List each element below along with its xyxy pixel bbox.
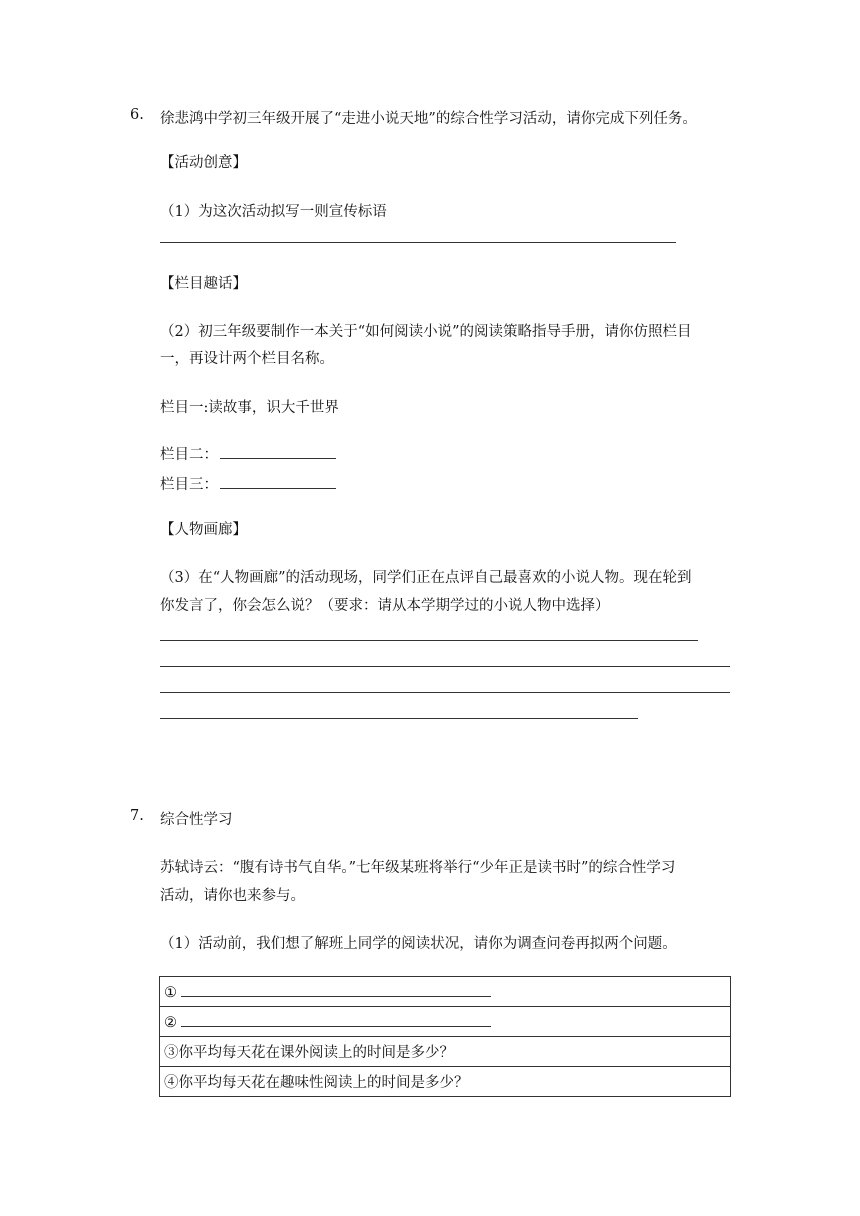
column-three-answer-line[interactable] bbox=[220, 475, 336, 489]
question-6-number: 6. bbox=[130, 107, 144, 123]
task-2-prompt-line1: （2）初三年级要制作一本关于“如何阅读小说”的阅读策略指导手册，请你仿照栏目 bbox=[160, 324, 692, 340]
table-cell[interactable] bbox=[160, 977, 731, 1007]
column-one-example: 栏目一:读故事，识大千世界 bbox=[160, 400, 339, 416]
row-marker: ① bbox=[164, 985, 177, 1001]
question-7-intro-line2: 活动，请你也来参与。 bbox=[160, 888, 305, 904]
table-row bbox=[160, 1007, 731, 1037]
table-row bbox=[160, 977, 731, 1007]
table-cell bbox=[160, 1037, 731, 1067]
column-two-label: 栏目二： bbox=[160, 447, 218, 463]
question-7-number: 7. bbox=[130, 808, 144, 824]
table-row bbox=[160, 1037, 731, 1067]
task-3-prompt-line1: （3）在“人物画廊”的活动现场，同学们正在点评自己最喜欢的小说人物。现在轮到 bbox=[160, 570, 692, 586]
survey-answer-line-1[interactable] bbox=[181, 982, 491, 997]
section-heading-character-gallery: 【人物画廊】 bbox=[160, 522, 247, 538]
answer-line-speech-2[interactable] bbox=[160, 666, 730, 667]
table-row bbox=[160, 1067, 731, 1097]
answer-line-slogan[interactable] bbox=[160, 242, 676, 243]
answer-line-speech-1[interactable] bbox=[160, 640, 698, 641]
survey-question-table bbox=[159, 976, 731, 1097]
section-heading-activity-idea: 【活动创意】 bbox=[160, 155, 247, 171]
table-cell[interactable] bbox=[160, 1007, 731, 1037]
question-7-title: 综合性学习 bbox=[160, 812, 233, 828]
column-two-answer-line[interactable] bbox=[220, 445, 336, 459]
task-3-prompt-line2: 你发言了，你会怎么说？（要求：请从本学期学过的小说人物中选择） bbox=[160, 598, 610, 614]
answer-line-speech-3[interactable] bbox=[160, 692, 730, 693]
table-cell bbox=[160, 1067, 731, 1097]
survey-question-4: ④你平均每天花在趣味性阅读上的时间是多少？ bbox=[164, 1075, 469, 1091]
survey-answer-line-2[interactable] bbox=[181, 1012, 491, 1027]
row-marker: ② bbox=[164, 1015, 177, 1031]
question-6-intro: 徐悲鸿中学初三年级开展了“走进小说天地”的综合性学习活动，请你完成下列任务。 bbox=[160, 111, 697, 127]
column-three-row bbox=[160, 473, 336, 494]
survey-question-3: ③你平均每天花在课外阅读上的时间是多少？ bbox=[164, 1045, 454, 1061]
question-7-task-1-prompt: （1）活动前，我们想了解班上同学的阅读状况，请你为调查问卷再拟两个问题。 bbox=[160, 936, 677, 952]
column-two-row bbox=[160, 443, 336, 464]
task-1-prompt: （1）为这次活动拟写一则宣传标语 bbox=[160, 204, 387, 220]
answer-line-speech-4[interactable] bbox=[160, 718, 638, 719]
column-three-label: 栏目三： bbox=[160, 477, 218, 493]
section-heading-column-talk: 【栏目趣话】 bbox=[160, 276, 247, 292]
question-7-intro-line1: 苏轼诗云：“腹有诗书气自华。”七年级某班将举行“少年正是读书时”的综合性学习 bbox=[160, 860, 676, 876]
task-2-prompt-line2: 一，再设计两个栏目名称。 bbox=[160, 351, 334, 367]
